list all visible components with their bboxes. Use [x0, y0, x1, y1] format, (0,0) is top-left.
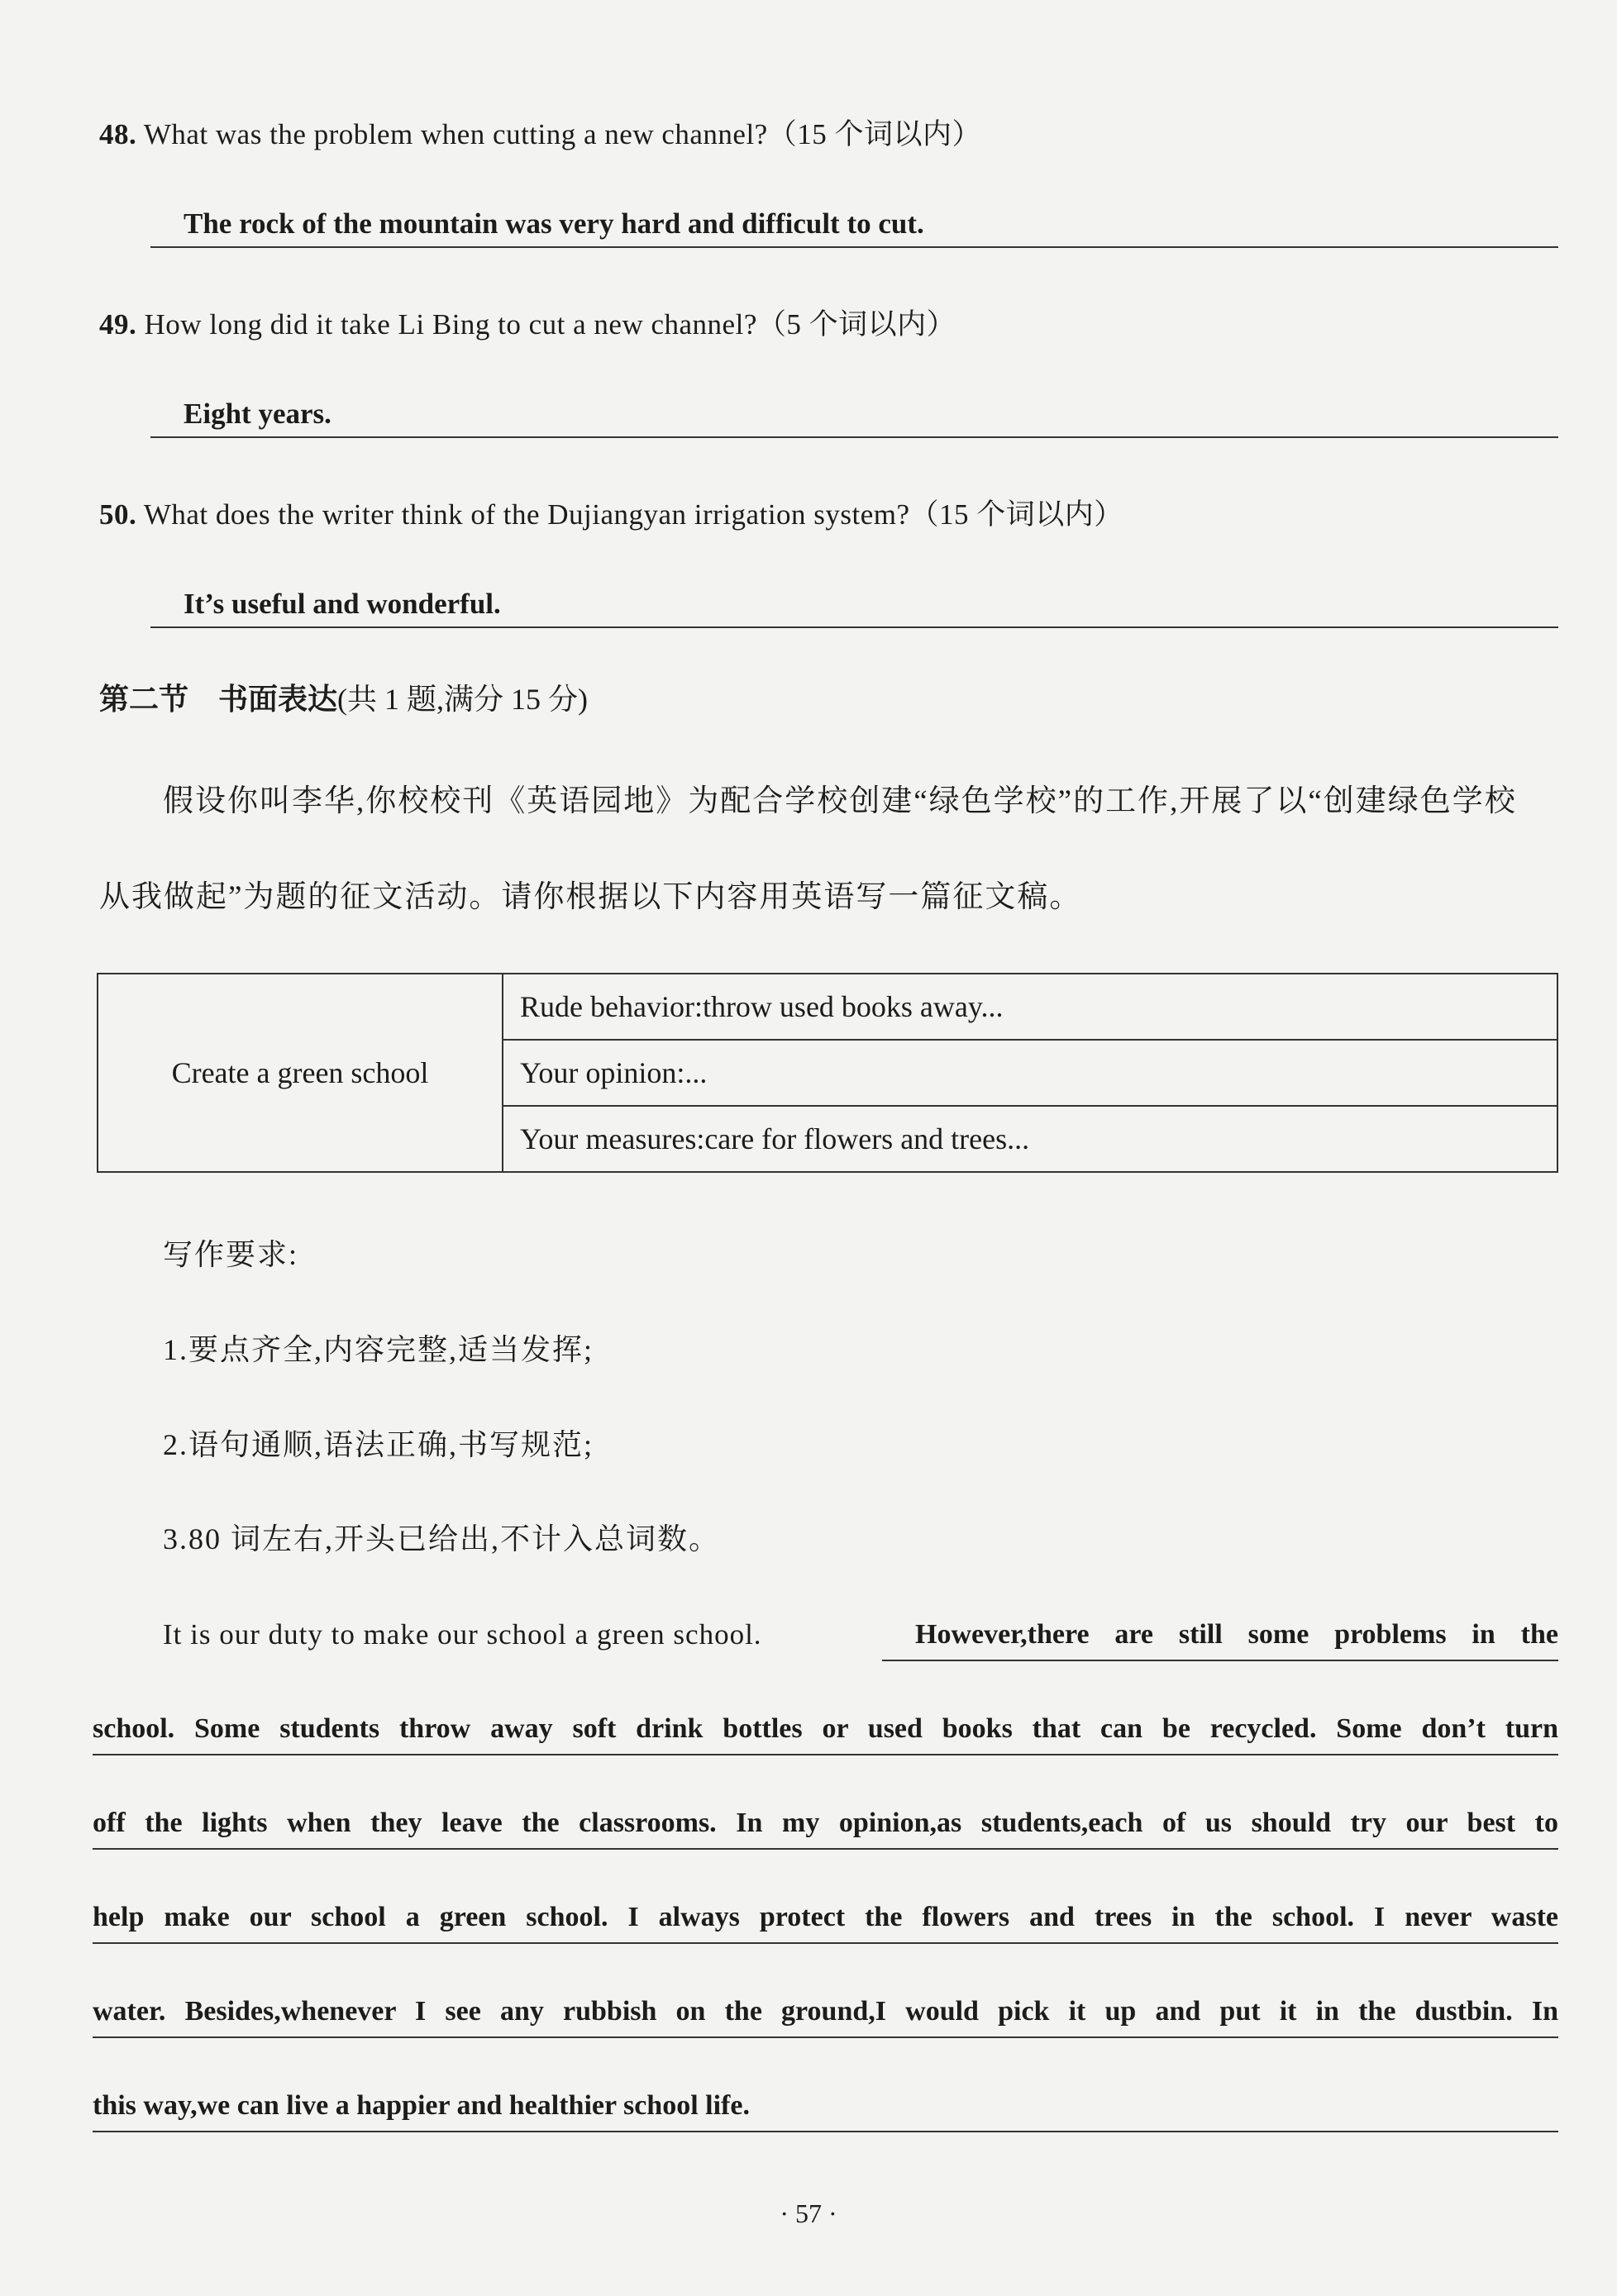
answer-48: The rock of the mountain was very hard and difficult to cut. — [150, 200, 1558, 248]
question-number: 50. — [99, 498, 137, 531]
table-topic-cell: Create a green school — [98, 974, 503, 1172]
question-text: What was the problem when cutting a new channel?（15 个词以内） — [136, 118, 981, 150]
question-text: What does the writer think of the Dujiangyan irrigation system?（15 个词以内） — [136, 498, 1123, 531]
section-title — [99, 676, 588, 718]
page-number: · 57 · — [780, 2198, 837, 2228]
requirements-heading: 写作要求: — [163, 1238, 299, 1271]
essay-answer-line: this way,we can live a happier and healthier school life. — [93, 2081, 1558, 2132]
essay-answer-line: help make our school a green school. I always protect the flowers and trees in the school. I never waste — [93, 1893, 1558, 1944]
question-50 — [99, 492, 1123, 533]
table-row: Your measures:care for flowers and trees... — [503, 1106, 1557, 1172]
requirement-item: 3.80 词左右,开头已给出,不计入总词数。 — [163, 1522, 721, 1555]
essay-answer-line: However,there are still some problems in the — [882, 1610, 1558, 1661]
table-row: Rude behavior:throw used books away... — [503, 974, 1557, 1040]
essay-first-line — [163, 1610, 1558, 1660]
prompt-line-2: 从我做起”为题的征文活动。请你根据以下内容用英语写一篇征文稿。 — [99, 880, 1082, 914]
question-text: How long did it take Li Bing to cut a new channel?（5 个词以内） — [136, 308, 956, 341]
question-number: 48. — [99, 118, 137, 150]
essay-answer-line: water. Besides,whenever I see any rubbish on the ground,I would pick it up and put it in the dustbin. In — [93, 1987, 1558, 2038]
content-table — [97, 973, 1558, 1173]
section-title-rest: (共 1 题,满分 15 分) — [337, 683, 588, 716]
essay-given-start: It is our duty to make our school a green school. — [163, 1618, 762, 1651]
requirement-item: 2.语句通顺,语法正确,书写规范; — [163, 1428, 594, 1461]
answer-49: Eight years. — [150, 390, 1558, 438]
essay-answer-line: off the lights when they leave the classrooms. In my opinion,as students,each of us should try our best to — [93, 1798, 1558, 1850]
question-number: 49. — [99, 308, 137, 341]
essay-answer-line: school. Some students throw away soft drink bottles or used books that can be recycled. Some don’t turn — [93, 1704, 1558, 1755]
question-49 — [99, 302, 956, 343]
prompt-line-1: 假设你叫李华,你校校刊《英语园地》为配合学校创建“绿色学校”的工作,开展了以“创建绿色学校 — [163, 784, 1517, 818]
table-row: Your opinion:... — [503, 1040, 1557, 1106]
requirement-item: 1.要点齐全,内容完整,适当发挥; — [163, 1333, 594, 1366]
question-48 — [99, 112, 981, 153]
section-title-bold: 第二节 书面表达 — [99, 683, 338, 717]
answer-50: It’s useful and wonderful. — [150, 580, 1558, 628]
